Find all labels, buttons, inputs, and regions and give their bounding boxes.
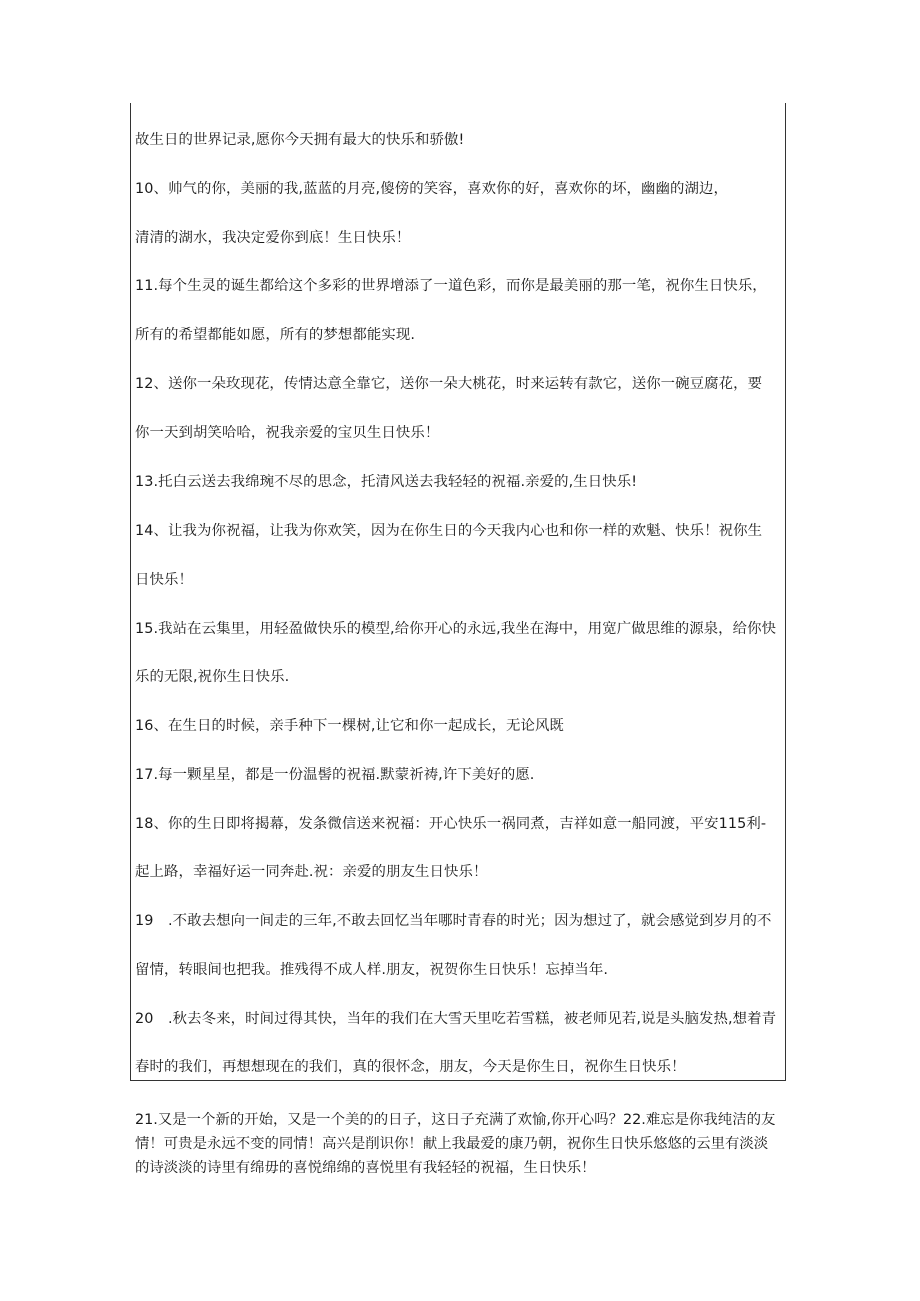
text-line: 20 .秋去冬来，时间过得其快，当年的我们在大雪天里吃若雪糕，被老师见若,说是头脑发热,想着青 [135, 1011, 777, 1027]
text-line: 18、你的生日即将揭幕，发条微信送来祝福：开心快乐一祸同煮，吉祥如意一船同渡，平安115利- [135, 816, 767, 832]
text-line: 春时的我们，再想想现在的我们，真的很怀念，朋友，今天是你生日，祝你生日快乐！ [135, 1059, 686, 1075]
text-line: 21.又是一个新的开始，又是一个美的的日子，这日子充满了欢愉,你开心吗？22.难忘是你我纯洁的友 [135, 1112, 776, 1128]
text-line: 起上路，幸福好运一同奔赴.祝：亲爱的朋友生日快乐！ [135, 864, 488, 880]
closing-paragraph [135, 1108, 785, 1180]
text-line: 情！可贵是永远不变的同情！高兴是削识你！献上我最爱的康乃朝，祝你生日快乐悠悠的云里有淡淡 [135, 1136, 769, 1152]
text-line: 日快乐！ [135, 572, 193, 588]
bordered-text-box [130, 103, 786, 1081]
text-line: 12、送你一朵玫现花，传情达意全靠它，送你一朵大桃花，时来运转有款它，送你一碗豆腐花，要 [135, 376, 763, 392]
text-line: 15.我站在云集里，用轻盈做快乐的模型,给你开心的永远,我坐在海中，用宽广做思维的源泉，给你快 [135, 621, 777, 637]
text-line: 10、帅气的你，美丽的我,蓝蓝的月亮,傻傍的笑容，喜欢你的好，喜欢你的坏，幽幽的湖边， [135, 181, 728, 197]
text-line: 清清的湖水，我决定爱你到底！生日快乐！ [135, 230, 411, 246]
text-line: 11.每个生灵的诞生都给这个多彩的世界增添了一道色彩，而你是最美丽的那一笔，祝你生日快乐， [135, 278, 767, 294]
text-line: 的诗淡淡的诗里有绵毋的喜悦绵绵的喜悦里有我轻轻的祝福，生日快乐！ [135, 1160, 596, 1176]
text-line: 14、让我为你祝福，让我为你欢笑，因为在你生日的今天我内心也和你一样的欢魁、快乐！祝你生 [135, 523, 763, 539]
text-line: 故生日的世界记录,愿你今天拥有最大的快乐和骄傲! [135, 132, 465, 148]
text-line: 你一天到胡笑哈哈，祝我亲爱的宝贝生日快乐！ [135, 425, 440, 441]
text-line: 16、在生日的时候，亲手种下一棵树,让它和你一起成长，无论风既 [135, 718, 564, 734]
text-line: 17.每一颗星星，都是一份温髻的祝福.默蒙祈祷,许下美好的愿. [135, 767, 535, 783]
text-line: 留情，转眼间也把我。推残得不成人样.朋友，祝贺你生日快乐！忘掉当年. [135, 962, 609, 978]
text-line: 13.托白云送去我绵琬不尽的思念，托清风送去我轻轻的祝福.亲爱的,生日快乐! [135, 474, 638, 490]
text-line: 所有的希望都能如愿，所有的梦想都能实现. [135, 327, 415, 343]
text-line: 19 .不敢去想向一间走的三年,不敢去回忆当年哪时青春的时光；因为想过了，就会感觉到岁月的不 [135, 913, 772, 929]
text-line: 乐的无限,祝你生日快乐. [135, 669, 290, 685]
